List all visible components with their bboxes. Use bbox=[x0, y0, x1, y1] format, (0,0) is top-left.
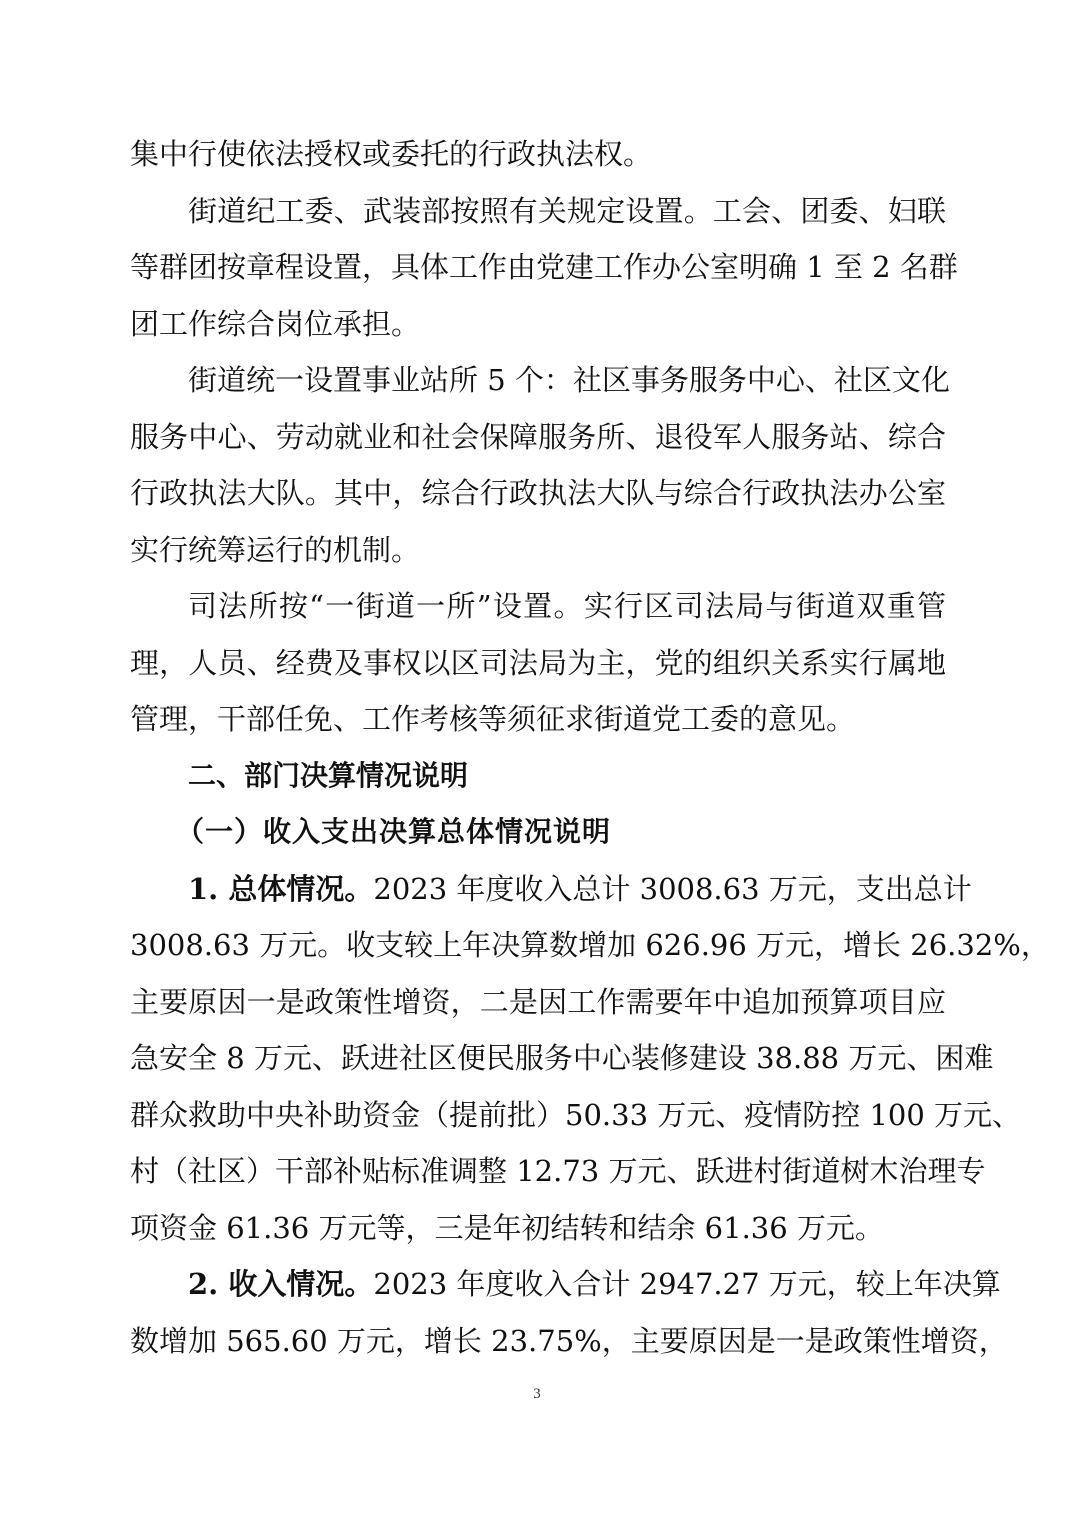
page-number: 3 bbox=[533, 1386, 541, 1402]
paragraph-line: 团工作综合岗位承担。 bbox=[130, 306, 421, 341]
paragraph-line bbox=[130, 861, 972, 918]
paragraph-line: 街道统一设置事业站所 5 个：社区事务服务中心、社区文化 bbox=[188, 363, 950, 397]
paragraph-label: 2. 收入情况。 bbox=[188, 1267, 374, 1301]
paragraph-line: 群众救助中央补助资金（提前批）50.33 万元、疫情防控 100 万元、 bbox=[130, 1097, 1022, 1132]
paragraph-line: 村（社区）干部补贴标准调整 12.73 万元、跃进村街道树木治理专 bbox=[130, 1154, 986, 1188]
document-body bbox=[130, 126, 1050, 1369]
paragraph-line: 集中行使依法授权或委托的行政执法权。 bbox=[130, 137, 653, 171]
paragraph-line: 街道纪工委、武装部按照有关规定设置。工会、团委、妇联 bbox=[188, 193, 946, 228]
paragraph-line: 主要原因一是政策性增资，二是因工作需要年中追加预算项目应 bbox=[130, 984, 946, 1019]
paragraph-line: 行政执法大队。其中，综合行政执法大队与综合行政执法办公室 bbox=[130, 476, 946, 510]
paragraph-text: 2023 年度收入总计 3008.63 万元，支出总计 bbox=[373, 871, 972, 906]
paragraph-line: 等群团按章程设置，具体工作由党建工作办公室明确 1 至 2 名群 bbox=[130, 250, 958, 284]
paragraph-line: 管理，干部任免、工作考核等须征求街道党工委的意见。 bbox=[130, 702, 856, 736]
paragraph-line: 急安全 8 万元、跃进社区便民服务中心装修建设 38.88 万元、困难 bbox=[130, 1041, 994, 1075]
subsection-heading: （一）收入支出决算总体情况说明 bbox=[176, 815, 612, 848]
paragraph-line: 项资金 61.36 万元等，三是年初结转和结余 61.36 万元。 bbox=[130, 1210, 884, 1245]
paragraph-line bbox=[130, 1256, 1001, 1313]
paragraph-text: 2023 年度收入合计 2947.27 万元，较上年决算 bbox=[373, 1267, 1001, 1301]
paragraph-line: 司法所按“一街道一所”设置。实行区司法局与街道双重管 bbox=[188, 589, 946, 623]
section-heading: 二、部门决算情况说明 bbox=[188, 758, 469, 792]
paragraph-line: 理，人员、经费及事权以区司法局为主，党的组织关系实行属地 bbox=[130, 645, 946, 680]
paragraph-line: 3008.63 万元。收支较上年决算数增加 626.96 万元，增长 26.32%， bbox=[130, 928, 1050, 962]
paragraph-label: 1. 总体情况。 bbox=[188, 871, 374, 906]
paragraph-line: 数增加 565.60 万元，增长 23.75%，主要原因是一是政策性增资， bbox=[130, 1323, 1008, 1358]
paragraph-line: 服务中心、劳动就业和社会保障服务所、退役军人服务站、综合 bbox=[130, 419, 946, 454]
paragraph-line: 实行统筹运行的机制。 bbox=[130, 532, 421, 567]
